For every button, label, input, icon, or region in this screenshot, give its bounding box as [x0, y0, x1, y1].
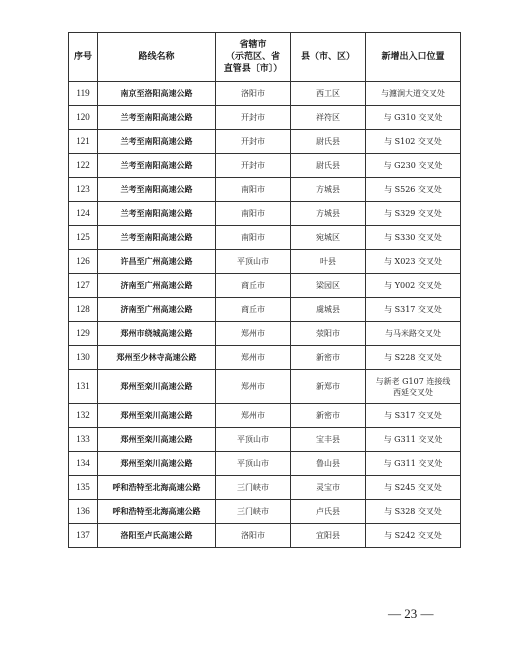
cell-seq: 127: [69, 274, 98, 298]
cell-city: 商丘市: [216, 298, 291, 322]
cell-route: 济南至广州高速公路: [98, 298, 216, 322]
header-city-line-1: 省辖市: [239, 40, 267, 50]
cell-location: 与 S245 交叉处: [366, 476, 461, 500]
cell-city: 郑州市: [216, 346, 291, 370]
cell-route: 郑州至栾川高速公路: [98, 452, 216, 476]
cell-county: 西工区: [291, 82, 366, 106]
table-row: [69, 202, 461, 226]
cell-city: 平顶山市: [216, 428, 291, 452]
cell-location-line-2: 西延交叉处: [393, 387, 433, 397]
cell-location: 与 S317 交叉处: [366, 298, 461, 322]
cell-city: 平顶山市: [216, 250, 291, 274]
cell-route: 郑州至栾川高速公路: [98, 404, 216, 428]
cell-route: 郑州至栾川高速公路: [98, 428, 216, 452]
cell-seq: 131: [69, 370, 98, 404]
table-header-row: [69, 33, 461, 82]
cell-county: 祥符区: [291, 106, 366, 130]
cell-route: 兰考至南阳高速公路: [98, 178, 216, 202]
cell-county: 尉氏县: [291, 154, 366, 178]
cell-county: 梁园区: [291, 274, 366, 298]
cell-county: 灵宝市: [291, 476, 366, 500]
header-seq: 序号: [69, 33, 98, 82]
cell-county: 新密市: [291, 346, 366, 370]
cell-location: 与 G230 交叉处: [366, 154, 461, 178]
table-row: [69, 476, 461, 500]
cell-location: 与马米路交叉处: [366, 322, 461, 346]
cell-city: 南阳市: [216, 202, 291, 226]
cell-route: 郑州至栾川高速公路: [98, 370, 216, 404]
cell-route: 呼和浩特至北海高速公路: [98, 500, 216, 524]
cell-seq: 130: [69, 346, 98, 370]
cell-city: 三门峡市: [216, 500, 291, 524]
cell-route: 许昌至广州高速公路: [98, 250, 216, 274]
table-row: [69, 346, 461, 370]
cell-city: 洛阳市: [216, 82, 291, 106]
table-row: [69, 130, 461, 154]
cell-route: 兰考至南阳高速公路: [98, 106, 216, 130]
cell-city: 开封市: [216, 154, 291, 178]
cell-city: 平顶山市: [216, 452, 291, 476]
cell-location: 与 S526 交叉处: [366, 178, 461, 202]
table-row: [69, 322, 461, 346]
cell-seq: 134: [69, 452, 98, 476]
table-row: [69, 274, 461, 298]
cell-seq: 136: [69, 500, 98, 524]
cell-location: 与 S242 交叉处: [366, 524, 461, 548]
cell-seq: 137: [69, 524, 98, 548]
cell-route: 兰考至南阳高速公路: [98, 130, 216, 154]
cell-location: 与 Y002 交叉处: [366, 274, 461, 298]
cell-county: 宝丰县: [291, 428, 366, 452]
table-row: [69, 500, 461, 524]
cell-city: 三门峡市: [216, 476, 291, 500]
cell-seq: 126: [69, 250, 98, 274]
cell-location: 与 G311 交叉处: [366, 428, 461, 452]
cell-city: 洛阳市: [216, 524, 291, 548]
cell-route: 呼和浩特至北海高速公路: [98, 476, 216, 500]
cell-route: 南京至洛阳高速公路: [98, 82, 216, 106]
table-row: [69, 250, 461, 274]
cell-city: 南阳市: [216, 226, 291, 250]
cell-seq: 119: [69, 82, 98, 106]
cell-seq: 128: [69, 298, 98, 322]
cell-seq: 124: [69, 202, 98, 226]
cell-county: 新密市: [291, 404, 366, 428]
cell-location-line-1: 与新老 G107 连接线: [375, 376, 451, 386]
table-row: [69, 428, 461, 452]
cell-city: 郑州市: [216, 322, 291, 346]
cell-county: 新郑市: [291, 370, 366, 404]
cell-location: 与瀍涧大道交叉处: [366, 82, 461, 106]
cell-route: 兰考至南阳高速公路: [98, 202, 216, 226]
cell-location: 与 G311 交叉处: [366, 452, 461, 476]
page-number: — 23 —: [388, 606, 434, 621]
cell-county: 虞城县: [291, 298, 366, 322]
header-city-line-3: 直管县〔市〕）: [223, 64, 283, 74]
cell-seq: 123: [69, 178, 98, 202]
table-row: [69, 404, 461, 428]
header-city-line-2: （示范区、省: [225, 52, 280, 62]
table-row: [69, 178, 461, 202]
cell-location: 与 S329 交叉处: [366, 202, 461, 226]
table-body: [69, 82, 461, 548]
table-row: [69, 106, 461, 130]
cell-route: 郑州市绕城高速公路: [98, 322, 216, 346]
table-row: [69, 82, 461, 106]
cell-city: 开封市: [216, 106, 291, 130]
table-row: [69, 226, 461, 250]
header-county: 县（市、区）: [291, 33, 366, 82]
highway-entrance-table: [68, 32, 461, 548]
table-row: [69, 524, 461, 548]
cell-city: 郑州市: [216, 370, 291, 404]
cell-county: 尉氏县: [291, 130, 366, 154]
table-row: [69, 154, 461, 178]
table-row: [69, 452, 461, 476]
header-route: 路线名称: [98, 33, 216, 82]
table-row: [69, 298, 461, 322]
header-location: 新增出入口位置: [366, 33, 461, 82]
cell-route: 济南至广州高速公路: [98, 274, 216, 298]
cell-city: 南阳市: [216, 178, 291, 202]
table-row: [69, 370, 461, 404]
cell-location: 与 X023 交叉处: [366, 250, 461, 274]
cell-county: 卢氏县: [291, 500, 366, 524]
cell-county: 方城县: [291, 178, 366, 202]
cell-location: 与 S328 交叉处: [366, 500, 461, 524]
cell-location: 与 S330 交叉处: [366, 226, 461, 250]
cell-county: 荥阳市: [291, 322, 366, 346]
cell-seq: 125: [69, 226, 98, 250]
cell-county: 叶县: [291, 250, 366, 274]
cell-seq: 121: [69, 130, 98, 154]
cell-county: 鲁山县: [291, 452, 366, 476]
cell-city: 开封市: [216, 130, 291, 154]
cell-location: 与 G310 交叉处: [366, 106, 461, 130]
cell-county: 方城县: [291, 202, 366, 226]
cell-city: 郑州市: [216, 404, 291, 428]
cell-county: 宜阳县: [291, 524, 366, 548]
cell-route: 兰考至南阳高速公路: [98, 154, 216, 178]
cell-location: [366, 370, 461, 404]
cell-location: 与 S317 交叉处: [366, 404, 461, 428]
cell-location: 与 S102 交叉处: [366, 130, 461, 154]
cell-seq: 132: [69, 404, 98, 428]
header-city: [216, 33, 291, 82]
cell-seq: 135: [69, 476, 98, 500]
cell-route: 兰考至南阳高速公路: [98, 226, 216, 250]
cell-county: 宛城区: [291, 226, 366, 250]
cell-seq: 122: [69, 154, 98, 178]
cell-seq: 133: [69, 428, 98, 452]
cell-route: 洛阳至卢氏高速公路: [98, 524, 216, 548]
cell-location: 与 S228 交叉处: [366, 346, 461, 370]
cell-seq: 120: [69, 106, 98, 130]
cell-city: 商丘市: [216, 274, 291, 298]
cell-seq: 129: [69, 322, 98, 346]
cell-route: 郑州至少林寺高速公路: [98, 346, 216, 370]
